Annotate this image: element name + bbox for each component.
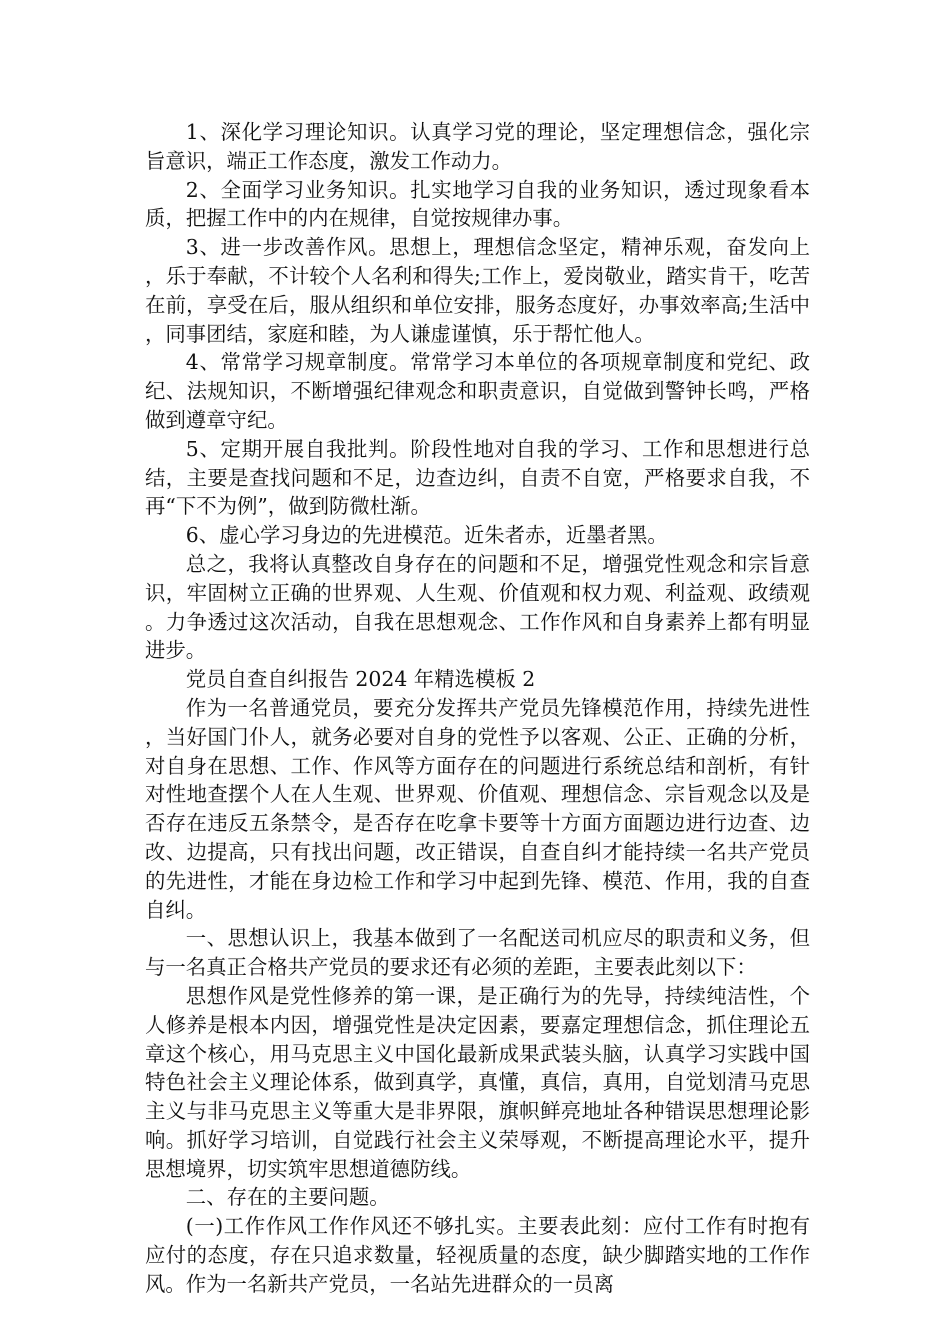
- paragraph-item-3: 3、进一步改善作风。思想上，理想信念坚定，精神乐观，奋发向上，乐于奉献，不计较个人名利和得失;工作上，爱岗敬业，踏实肯干，吃苦在前，享受在后，服从组织和单位安排，服务态度好，办事效率高;生活中，同事团结，家庭和睦，为人谦虚谨慎，乐于帮忙他人。: [145, 235, 810, 346]
- paragraph-item-6: 6、虚心学习身边的先进模范。近朱者赤，近墨者黑。: [185, 523, 668, 548]
- paragraph-item-1: 1、深化学习理论知识。认真学习党的理论，坚定理想信念，强化宗旨意识，端正工作态度，激发工作动力。: [145, 120, 810, 173]
- section-heading-template-2: 党员自查自纠报告 2024 年精选模板 2: [185, 667, 536, 692]
- section-heading-main-problems: 二、存在的主要问题。: [185, 1185, 390, 1210]
- paragraph-work-style: (一)工作作风工作作风还不够扎实。主要表此刻：应付工作有时抱有应付的态度，存在只追求数量，轻视质量的态度，缺少脚踏实地的工作作风。作为一名新共产党员，一名站先进群众的一员离: [145, 1214, 810, 1296]
- paragraph-intro: 作为一名普通党员，要充分发挥共产党员先锋模范作用，持续先进性，当好国门仆人，就务必要对自身的党性予以客观、公正、正确的分析，对自身在思想、工作、作风等方面存在的问题进行系统总结和剖析，有针对性地查摆个人在人生观、世界观、价值观、理想信念、宗旨观念以及是否存在违反五条禁令，是否存在吃拿卡要等十方面方面题边进行边查、边改、边提高，只有找出问题，改正错误，自查自纠才能持续一名共产党员的先进性，才能在身边检工作和学习中起到先锋、模范、作用，我的自查自纠。: [145, 695, 810, 922]
- paragraph-ideology: 一、思想认识上，我基本做到了一名配送司机应尽的职责和义务，但与一名真正合格共产党员的要求还有必须的差距，主要表此刻以下：: [145, 926, 810, 980]
- paragraph-item-4: 4、常常学习规章制度。常常学习本单位的各项规章制度和党纪、政纪、法规知识，不断增强纪律观念和职责意识，自觉做到警钟长鸣，严格做到遵章守纪。: [145, 350, 810, 432]
- paragraph-ideological-style: 思想作风是党性修养的第一课，是正确行为的先导，持续纯洁性，个人修养是根本内因，增强党性是决定因素，要嘉定理想信念，抓住理论五章这个核心，用马克思主义中国化最新成果武装头脑，认真学习实践中国特色社会主义理论体系，做到真学，真懂，真信，真用，自觉划清马克思主义与非马克思主义等重大是非界限，旗帜鲜亮地址各种错误思想理论影响。抓好学习培训，自觉践行社会主义荣辱观，不断提高理论水平，提升思想境界，切实筑牢思想道德防线。: [145, 983, 810, 1181]
- paragraph-item-5: 5、定期开展自我批判。阶段性地对自我的学习、工作和思想进行总结，主要是查找问题和不足，边查边纠，自责不自宽，严格要求自我，不再“下不为例”，做到防微杜渐。: [145, 436, 810, 519]
- paragraph-item-2: 2、全面学习业务知识。扎实地学习自我的业务知识，透过现象看本质，把握工作中的内在规律，自觉按规律办事。: [145, 177, 810, 231]
- document-page: [145, 118, 810, 1299]
- paragraph-summary: 总之，我将认真整改自身存在的问题和不足，增强党性观念和宗旨意识，牢固树立正确的世界观、人生观、价值观和权力观、利益观、政绩观。力争透过这次活动，自我在思想观念、工作作风和自身素养上都有明显进步。: [145, 551, 810, 663]
